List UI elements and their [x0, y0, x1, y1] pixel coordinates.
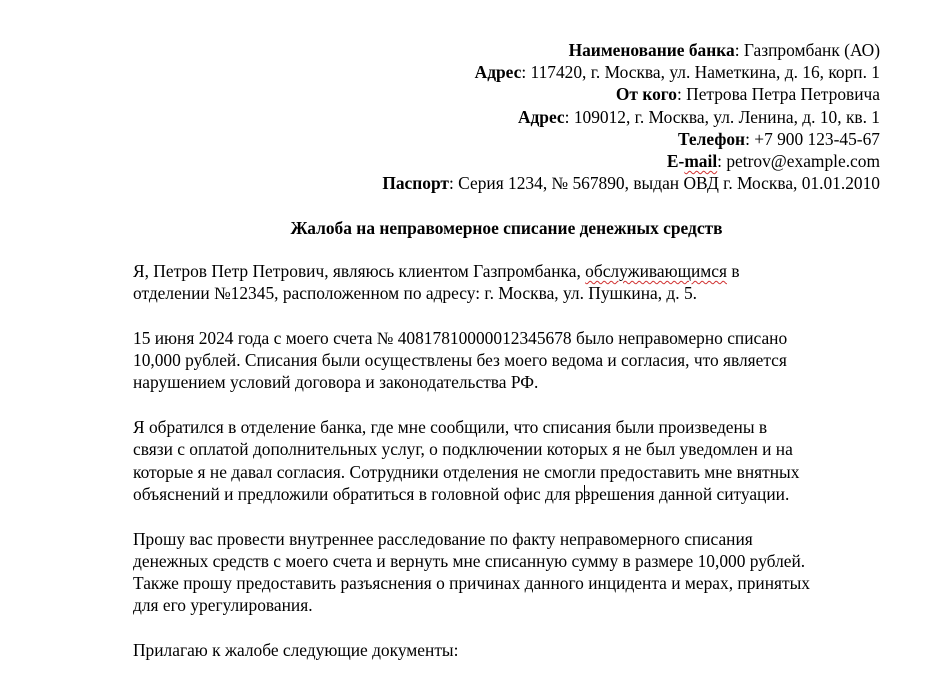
phone-label: Телефон: [677, 128, 746, 149]
paragraph-intro: [133, 260, 893, 305]
document-title: Жалоба на неправомерное списание денежных средств: [290, 218, 723, 238]
text-fragment: в: [727, 261, 740, 281]
letter-header: [382, 39, 880, 194]
paragraph-attachments: [133, 639, 893, 661]
text-line: 15 июня 2024 года с моего счета № 40817810000012345678 было неправомерно списано: [133, 327, 788, 348]
text-fragment: зрешения данной ситуации.: [583, 483, 790, 504]
text-fragment: Я, Петров Петр Петрович, являюсь клиентом Газпромбанка,: [133, 261, 586, 281]
sender-address-line: [382, 106, 880, 128]
text-line: Также прошу предоставить разъяснения о причинах данного инцидента и мерах, принятых: [133, 573, 810, 594]
email-label: [667, 151, 717, 171]
email-label-spellcheck: mail: [684, 151, 718, 172]
text-line: Я обратился в отделение банка, где мне сообщили, что списания были произведены в: [133, 417, 768, 438]
text-line: [133, 483, 893, 505]
passport-label: Паспорт: [382, 173, 449, 194]
passport-value: : Серия 1234, № 567890, выдан ОВД г. Москва, 01.01.2010: [448, 173, 880, 194]
text-line: денежных средств с моего счета и вернуть мне списанную сумму в размере 10,000 рублей.: [133, 550, 806, 571]
from-label: От кого: [615, 84, 677, 105]
email-label-prefix: E-: [666, 151, 685, 172]
text-line: [133, 260, 893, 282]
paragraph-incident: [133, 327, 893, 394]
phone-line: [382, 128, 880, 150]
text-line: которые я не давал согласия. Сотрудники отделения не смогли предоставить мне внятных: [133, 461, 800, 482]
from-line: [382, 83, 880, 105]
email-line: [382, 150, 880, 172]
paragraph-branch-visit: [133, 416, 893, 505]
bank-name-label: Наименование банка: [568, 40, 735, 60]
text-line: 10,000 рублей. Списания были осуществлены без моего ведома и согласия, что является: [133, 350, 787, 371]
from-value: : Петрова Петра Петровича: [676, 84, 880, 105]
email-value: : petrov@example.com: [717, 151, 880, 172]
spellcheck-word: обслуживающимся: [585, 261, 727, 281]
sender-address-value: : 109012, г. Москва, ул. Ленина, д. 10, кв. 1: [564, 106, 880, 127]
bank-address-line: [382, 61, 880, 83]
text-line: Прилагаю к жалобе следующие документы:: [133, 640, 459, 661]
phone-value: : +7 900 123-45-67: [745, 128, 880, 149]
paragraph-request: [133, 528, 893, 617]
bank-name-line: [382, 39, 880, 61]
document-body[interactable]: [133, 260, 893, 684]
bank-address-label: Адрес: [474, 62, 522, 83]
text-line: отделении №12345, расположенном по адресу: г. Москва, ул. Пушкина, д. 5.: [133, 283, 698, 304]
text-line: для его урегулирования.: [133, 595, 313, 616]
text-line: Прошу вас провести внутреннее расследование по факту неправомерного списания: [133, 528, 753, 549]
text-fragment: объяснений и предложили обратиться в головной офис для р: [133, 483, 584, 504]
text-line: нарушением условий договора и законодательства РФ.: [133, 372, 539, 393]
bank-address-value: : 117420, г. Москва, ул. Наметкина, д. 16, корп. 1: [521, 62, 880, 83]
text-line: связи с оплатой дополнительных услуг, о подключении которых я не был уведомлен и на: [133, 439, 793, 460]
passport-line: [382, 172, 880, 194]
sender-address-label: Адрес: [517, 106, 565, 127]
bank-name-value: : Газпромбанк (АО): [734, 40, 880, 60]
